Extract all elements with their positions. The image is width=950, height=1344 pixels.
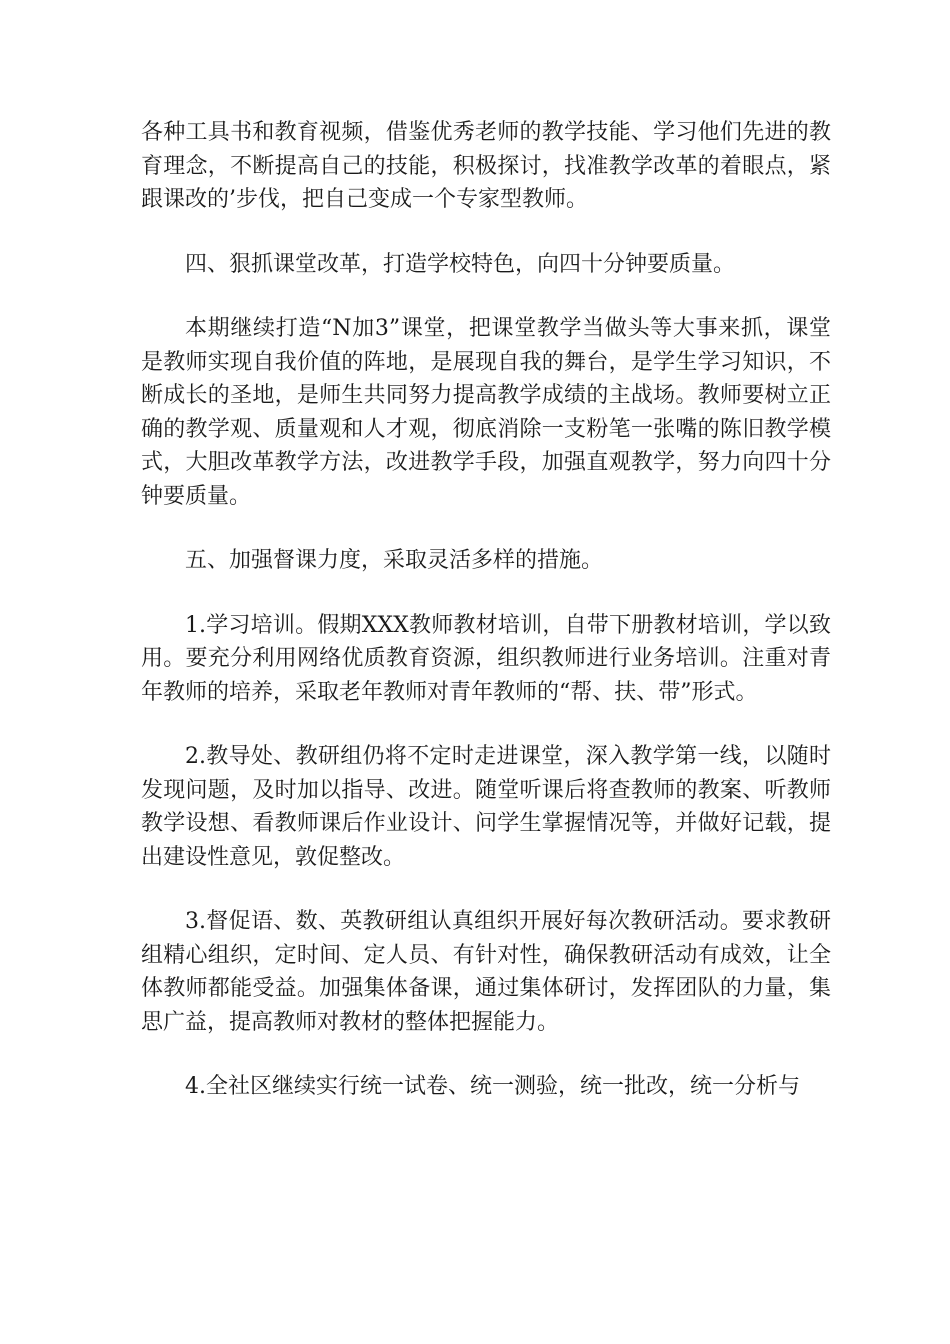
document-body (141, 116, 831, 1135)
list-item-3: 3.督促语、数、英教研组认真组织开展好每次教研活动。要求教研组精心组织，定时间、定人员、有针对性，确保教研活动有成效，让全体教师都能受益。加强集体备课，通过集体研讨，发挥团队的力量，集思广益，提高教师对教材的整体把握能力。 (141, 909, 831, 1035)
paragraph-classroom-reform: 本期继续打造“N加3”课堂，把课堂教学当做头等大事来抓，课堂是教师实现自我价值的阵地，是展现自我的舞台，是学生学习知识，不断成长的圣地，是师生共同努力提高教学成绩的主战场。教师要树立正确的教学观、质量观和人才观，彻底消除一支粉笔一张嘴的陈旧教学模式，大胆改革教学方法，改进教学手段，加强直观教学，努力向四十分钟要质量。 (141, 316, 831, 509)
section-heading-5: 五、加强督课力度，采取灵活多样的措施。 (185, 548, 604, 573)
section-heading-4: 四、狠抓课堂改革，打造学校特色，向四十分钟要质量。 (185, 251, 736, 277)
list-item-2: 2.教导处、教研组仍将不定时走进课堂，深入教学第一线，以随时发现问题，及时加以指导、改进。随堂听课后将查教师的教案、听教师教学设想、看教师课后作业设计、问学生掌握情况等，并做好记载，提出建设性意见，敦促整改。 (141, 744, 831, 870)
paragraph-continued: 各种工具书和教育视频，借鉴优秀老师的教学技能、学习他们先进的教育理念，不断提高自己的技能，积极探讨，找准教学改革的着眼点，紧跟课改的’步伐，把自己变成一个专家型教师。 (141, 120, 831, 212)
list-item-1: 1.学习培训。假期XXX教师教材培训，自带下册教材培训，学以致用。要充分利用网络优质教育资源，组织教师进行业务培训。注重对青年教师的培养，采取老年教师对青年教师的“帮、扶、带”形式。 (141, 612, 831, 705)
list-item-4: 4.全社区继续实行统一试卷、统一测验，统一批改，统一分析与 (185, 1074, 800, 1099)
